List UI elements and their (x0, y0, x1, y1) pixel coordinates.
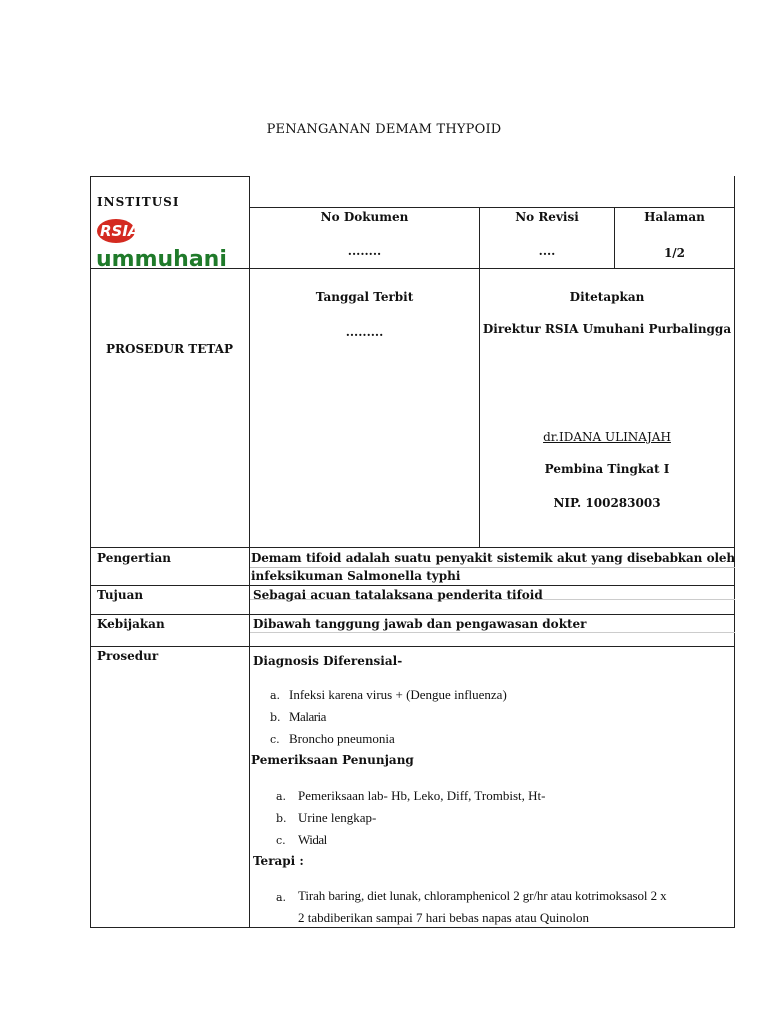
list-text: Urine lengkap- (298, 810, 377, 825)
pengertian-text-line1: Demam tifoid adalah suatu penyakit sistemik akut yang disebabkan oleh (251, 551, 735, 565)
ditetapkan-label: Ditetapkan (569, 290, 645, 304)
list-text: Infeksi karena virus + (Dengue influenza) (289, 687, 507, 702)
no-dokumen-label: No Dokumen (320, 210, 409, 224)
no-dokumen-value: ........ (347, 244, 382, 258)
list-marker: a. (276, 790, 287, 803)
halaman-value: 1/2 (663, 246, 686, 260)
prosedur-tetap-label: PROSEDUR TETAP (106, 342, 233, 356)
list-text: Broncho pneumonia (289, 731, 395, 746)
list-marker: c. (270, 733, 280, 746)
halaman-label: Halaman (644, 210, 705, 224)
pengertian-label: Pengertian (97, 551, 172, 565)
list-marker: a. (276, 891, 287, 904)
list-text: Malaria (289, 709, 326, 724)
terapi-heading: Terapi : (253, 854, 304, 868)
no-revisi-label: No Revisi (515, 210, 579, 224)
list-text: Pemeriksaan lab- Hb, Leko, Diff, Trombist, Ht- (298, 788, 546, 803)
direktur-title: Direktur RSIA Umuhani Purbalingga (482, 322, 732, 336)
list-marker: c. (276, 834, 286, 847)
list-marker: b. (270, 711, 281, 724)
pengertian-text-line2: infeksikuman Salmonella typhi (251, 569, 461, 583)
tujuan-label: Tujuan (97, 588, 144, 602)
signer-rank: Pembina Tingkat I (544, 462, 670, 476)
institusi-label: INSTITUSI (97, 195, 180, 209)
list-text-continued: 2 tabdiberikan sampai 7 hari bebas napas atau Quinolon (298, 910, 589, 925)
prosedur-label: Prosedur (97, 649, 159, 663)
list-marker: a. (270, 689, 281, 702)
kebijakan-text: Dibawah tanggung jawab dan pengawasan dokter (253, 617, 587, 631)
svg-text:RSIA: RSIA (100, 222, 140, 240)
document-title: PENANGANAN DEMAM THYPOID (266, 122, 502, 137)
list-marker: b. (276, 812, 287, 825)
list-text: Tirah baring, diet lunak, chloramphenicol 2 gr/hr atau kotrimoksasol 2 x (298, 888, 667, 903)
hospital-logo (96, 214, 236, 270)
signer-name: dr.IDANA ULINAJAH (543, 430, 671, 444)
no-revisi-value: .... (538, 244, 556, 258)
tanggal-terbit-value: ......... (345, 325, 384, 339)
diagnosis-heading: Diagnosis Diferensial- (253, 654, 403, 668)
list-text: Widal (298, 832, 327, 847)
svg-text:ummuhani: ummuhani (96, 247, 227, 270)
tanggal-terbit-label: Tanggal Terbit (315, 290, 414, 304)
tujuan-text: Sebagai acuan tatalaksana penderita tifoid (253, 588, 543, 602)
kebijakan-label: Kebijakan (97, 617, 165, 631)
penunjang-heading: Pemeriksaan Penunjang (251, 753, 414, 767)
signer-nip: NIP. 100283003 (553, 496, 661, 510)
